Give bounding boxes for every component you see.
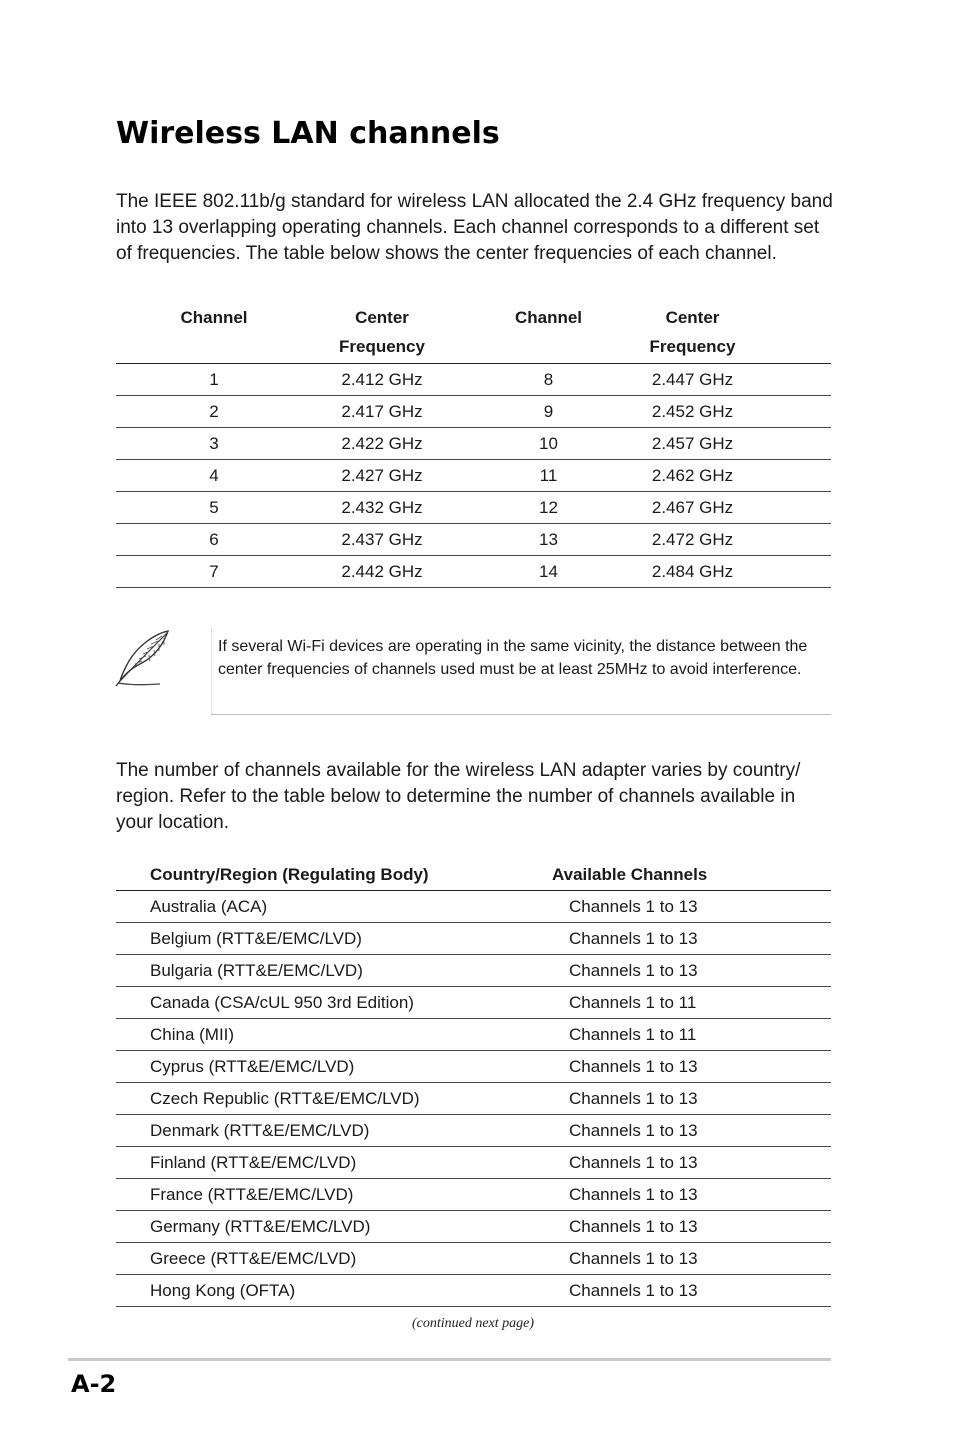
header-spacer bbox=[740, 303, 831, 364]
country-header: Country/Region (Regulating Body) bbox=[116, 860, 552, 891]
frequency-cell: 2.462 GHz bbox=[645, 460, 740, 492]
table-row bbox=[116, 396, 831, 428]
channels-cell: Channels 1 to 13 bbox=[552, 1051, 831, 1083]
channel-cell: 5 bbox=[116, 492, 312, 524]
channels-cell: Channels 1 to 13 bbox=[552, 1275, 831, 1307]
table-row bbox=[116, 1179, 831, 1211]
spacer-cell bbox=[740, 364, 831, 396]
channel-cell: 14 bbox=[452, 556, 645, 588]
channels-cell: Channels 1 to 11 bbox=[552, 1019, 831, 1051]
country-cell: Finland (RTT&E/EMC/LVD) bbox=[116, 1147, 552, 1179]
countries-paragraph: The number of channels available for the wireless LAN adapter varies by country/ region. Refer to the table below to determine the number of channels available in your location. bbox=[116, 760, 801, 833]
channels-cell: Channels 1 to 13 bbox=[552, 1243, 831, 1275]
channels-cell: Channels 1 to 11 bbox=[552, 987, 831, 1019]
table-row bbox=[116, 556, 831, 588]
channel-header bbox=[116, 303, 312, 364]
country-cell: Czech Republic (RTT&E/EMC/LVD) bbox=[116, 1083, 552, 1115]
frequency-cell: 2.432 GHz bbox=[312, 492, 452, 524]
channel-cell: 11 bbox=[452, 460, 645, 492]
channels-cell: Channels 1 to 13 bbox=[552, 923, 831, 955]
country-cell: Cyprus (RTT&E/EMC/LVD) bbox=[116, 1051, 552, 1083]
channel-table-header-row bbox=[116, 303, 831, 364]
note-bottom-rule bbox=[211, 714, 831, 715]
channel-header-label: Channel bbox=[514, 308, 583, 327]
table-row bbox=[116, 524, 831, 556]
continued-note: (continued next page) bbox=[411, 1316, 535, 1331]
country-cell: Bulgaria (RTT&E/EMC/LVD) bbox=[116, 955, 552, 987]
channel-cell: 13 bbox=[452, 524, 645, 556]
channel-cell: 10 bbox=[452, 428, 645, 460]
table-row bbox=[116, 1083, 831, 1115]
country-cell: Germany (RTT&E/EMC/LVD) bbox=[116, 1211, 552, 1243]
table-row bbox=[116, 1275, 831, 1307]
frequency-cell: 2.457 GHz bbox=[645, 428, 740, 460]
table-row bbox=[116, 1051, 831, 1083]
channel-header-2 bbox=[452, 303, 645, 364]
intro-paragraph: The IEEE 802.11b/g standard for wireless LAN allocated the 2.4 GHz frequency band into 13 overlapping operating channels. Each channel corresponds to a different set of frequencies. The table below shows the center frequencies of each channel. bbox=[116, 191, 833, 264]
channel-cell: 7 bbox=[116, 556, 312, 588]
table-row bbox=[116, 428, 831, 460]
frequency-cell: 2.412 GHz bbox=[312, 364, 452, 396]
channel-cell: 1 bbox=[116, 364, 312, 396]
country-cell: Australia (ACA) bbox=[116, 891, 552, 923]
country-cell: France (RTT&E/EMC/LVD) bbox=[116, 1179, 552, 1211]
frequency-cell: 2.427 GHz bbox=[312, 460, 452, 492]
center-header-line1: Center bbox=[355, 308, 409, 327]
channel-cell: 2 bbox=[116, 396, 312, 428]
frequency-cell: 2.467 GHz bbox=[645, 492, 740, 524]
channel-cell: 8 bbox=[452, 364, 645, 396]
table-row bbox=[116, 1147, 831, 1179]
channel-header-label: Channel bbox=[180, 308, 248, 327]
channel-cell: 12 bbox=[452, 492, 645, 524]
frequency-cell: 2.452 GHz bbox=[645, 396, 740, 428]
table-row bbox=[116, 1115, 831, 1147]
country-cell: Denmark (RTT&E/EMC/LVD) bbox=[116, 1115, 552, 1147]
page-title: Wireless LAN channels bbox=[116, 116, 500, 151]
note-divider bbox=[211, 628, 212, 714]
frequency-cell: 2.422 GHz bbox=[312, 428, 452, 460]
center-frequency-header bbox=[312, 303, 452, 364]
frequency-cell: 2.417 GHz bbox=[312, 396, 452, 428]
country-cell: China (MII) bbox=[116, 1019, 552, 1051]
table-row bbox=[116, 1019, 831, 1051]
channels-cell: Channels 1 to 13 bbox=[552, 1083, 831, 1115]
frequency-cell: 2.437 GHz bbox=[312, 524, 452, 556]
footer-rule bbox=[68, 1358, 831, 1361]
frequency-cell: 2.447 GHz bbox=[645, 364, 740, 396]
available-channels-header: Available Channels bbox=[552, 860, 831, 891]
country-table-header-row bbox=[116, 860, 831, 891]
channel-cell: 3 bbox=[116, 428, 312, 460]
channels-cell: Channels 1 to 13 bbox=[552, 1115, 831, 1147]
frequency-cell: 2.472 GHz bbox=[645, 524, 740, 556]
country-cell: Belgium (RTT&E/EMC/LVD) bbox=[116, 923, 552, 955]
country-channels-table bbox=[116, 860, 831, 1307]
feather-pen-icon bbox=[112, 628, 174, 688]
center-frequency-header-2 bbox=[645, 303, 740, 364]
spacer-cell bbox=[740, 556, 831, 588]
channel-cell: 9 bbox=[452, 396, 645, 428]
table-row bbox=[116, 364, 831, 396]
note-text: If several Wi-Fi devices are operating in the same vicinity, the distance between the center frequencies of channels used must be at least 25MHz to avoid interference. bbox=[218, 638, 808, 678]
frequency-cell: 2.484 GHz bbox=[645, 556, 740, 588]
table-row bbox=[116, 460, 831, 492]
spacer-cell bbox=[740, 492, 831, 524]
frequency-cell: 2.442 GHz bbox=[312, 556, 452, 588]
channel-cell: 6 bbox=[116, 524, 312, 556]
channel-frequency-table bbox=[116, 303, 831, 588]
spacer-cell bbox=[740, 524, 831, 556]
table-row bbox=[116, 891, 831, 923]
channels-cell: Channels 1 to 13 bbox=[552, 891, 831, 923]
table-row bbox=[116, 492, 831, 524]
page-number: A-2 bbox=[71, 1370, 117, 1398]
channels-cell: Channels 1 to 13 bbox=[552, 1179, 831, 1211]
table-row bbox=[116, 987, 831, 1019]
center-header-line1: Center bbox=[665, 308, 720, 327]
table-row bbox=[116, 923, 831, 955]
channels-cell: Channels 1 to 13 bbox=[552, 1147, 831, 1179]
country-cell: Greece (RTT&E/EMC/LVD) bbox=[116, 1243, 552, 1275]
channels-cell: Channels 1 to 13 bbox=[552, 1211, 831, 1243]
channel-cell: 4 bbox=[116, 460, 312, 492]
spacer-cell bbox=[740, 396, 831, 428]
table-row bbox=[116, 1211, 831, 1243]
spacer-cell bbox=[740, 428, 831, 460]
table-row bbox=[116, 955, 831, 987]
spacer-cell bbox=[740, 460, 831, 492]
country-cell: Canada (CSA/cUL 950 3rd Edition) bbox=[116, 987, 552, 1019]
table-row bbox=[116, 1243, 831, 1275]
center-header-line2: Frequency bbox=[649, 337, 736, 356]
center-header-line2: Frequency bbox=[339, 337, 425, 356]
channels-cell: Channels 1 to 13 bbox=[552, 955, 831, 987]
country-cell: Hong Kong (OFTA) bbox=[116, 1275, 552, 1307]
